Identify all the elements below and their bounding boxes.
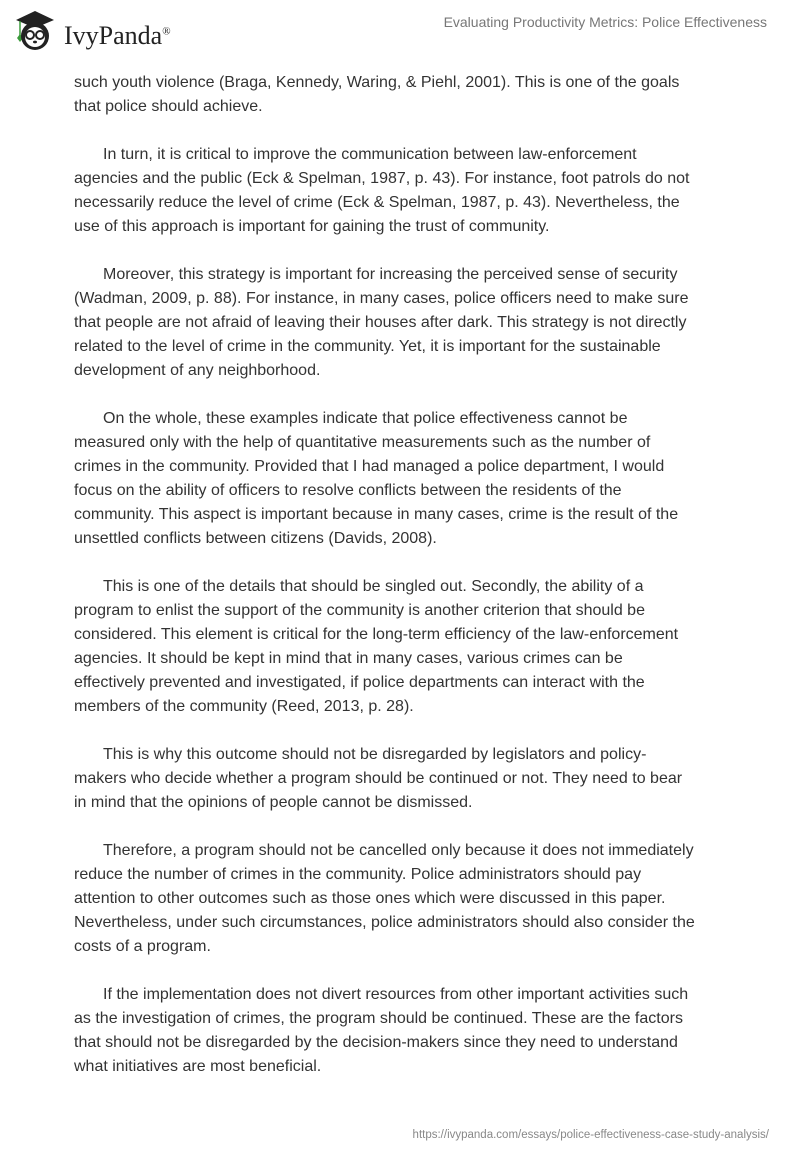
text-line: in mind that the opinions of people cannot be dismissed. bbox=[74, 794, 473, 811]
paragraph bbox=[74, 263, 734, 383]
text-line: unsettled conflicts between citizens (Davids, 2008). bbox=[74, 530, 437, 547]
text-line: If the implementation does not divert resources from other important activities such bbox=[103, 986, 689, 1003]
text-line: program to enlist the support of the community is another criterion that should be bbox=[74, 602, 645, 619]
text-line: that people are not afraid of leaving their houses after dark. This strategy is not directly bbox=[74, 314, 687, 331]
text-line: On the whole, these examples indicate that police effectiveness cannot be bbox=[103, 410, 628, 427]
text-line: In turn, it is critical to improve the communication between law-enforcement bbox=[103, 146, 637, 163]
text-line: as the investigation of crimes, the program should be continued. These are the factors bbox=[74, 1010, 683, 1027]
text-line: use of this approach is important for gaining the trust of community. bbox=[74, 218, 550, 235]
panda-graduate-icon bbox=[12, 8, 58, 52]
text-line: Nevertheless, under such circumstances, police administrators should also consider the bbox=[74, 914, 695, 931]
text-line: development of any neighborhood. bbox=[74, 362, 321, 379]
ivypanda-logo[interactable] bbox=[12, 8, 171, 52]
paragraph bbox=[74, 983, 734, 1079]
paragraph bbox=[74, 575, 734, 719]
document-title: Evaluating Productivity Metrics: Police Effectiveness bbox=[443, 14, 767, 30]
text-line: necessarily reduce the level of crime (Eck & Spelman, 1987, p. 43). Nevertheless, the bbox=[74, 194, 680, 211]
logo-text: IvyPanda® bbox=[64, 21, 171, 50]
text-line: such youth violence (Braga, Kennedy, Waring, & Piehl, 2001). This is one of the goals bbox=[74, 74, 680, 91]
text-line: that police should achieve. bbox=[74, 98, 263, 115]
text-line: focus on the ability of officers to resolve conflicts between the residents of the bbox=[74, 482, 622, 499]
paragraph bbox=[74, 839, 734, 959]
text-line: reduce the number of crimes in the community. Police administrators should pay bbox=[74, 866, 642, 883]
paragraph bbox=[74, 143, 734, 239]
text-line: effectively prevented and investigated, if police departments can interact with the bbox=[74, 674, 645, 691]
text-line: agencies. It should be kept in mind that in many cases, various crimes can be bbox=[74, 650, 623, 667]
source-url[interactable]: https://ivypanda.com/essays/police-effectiveness-case-study-analysis/ bbox=[412, 1129, 769, 1141]
essay-body bbox=[74, 71, 734, 1103]
text-line: that should not be disregarded by the decision-makers since they need to understand bbox=[74, 1034, 678, 1051]
text-line: attention to other outcomes such as those ones which were discussed in this paper. bbox=[74, 890, 666, 907]
text-line: what initiatives are most beneficial. bbox=[74, 1058, 322, 1075]
text-line: Moreover, this strategy is important for increasing the perceived sense of security bbox=[103, 266, 678, 283]
text-line: makers who decide whether a program should be continued or not. They need to bear bbox=[74, 770, 683, 787]
text-line: measured only with the help of quantitative measurements such as the number of bbox=[74, 434, 651, 451]
text-line: considered. This element is critical for the long-term efficiency of the law-enforcement bbox=[74, 626, 679, 643]
text-line: (Wadman, 2009, p. 88). For instance, in many cases, police officers need to make sure bbox=[74, 290, 689, 307]
paragraph bbox=[74, 407, 734, 551]
text-line: related to the level of crime in the community. Yet, it is important for the sustainable bbox=[74, 338, 661, 355]
text-line: agencies and the public (Eck & Spelman, 1987, p. 43). For instance, foot patrols do not bbox=[74, 170, 690, 187]
paragraph bbox=[74, 743, 734, 815]
text-line: Therefore, a program should not be cancelled only because it does not immediately bbox=[103, 842, 694, 859]
text-line: crimes in the community. Provided that I had managed a police department, I would bbox=[74, 458, 665, 475]
text-line: community. This aspect is important because in many cases, crime is the result of the bbox=[74, 506, 679, 523]
text-line: costs of a program. bbox=[74, 938, 211, 955]
text-line: This is why this outcome should not be disregarded by legislators and policy- bbox=[103, 746, 647, 763]
text-line: This is one of the details that should be singled out. Secondly, the ability of a bbox=[103, 578, 644, 595]
paragraph bbox=[74, 71, 734, 119]
text-line: members of the community (Reed, 2013, p. 28). bbox=[74, 698, 414, 715]
